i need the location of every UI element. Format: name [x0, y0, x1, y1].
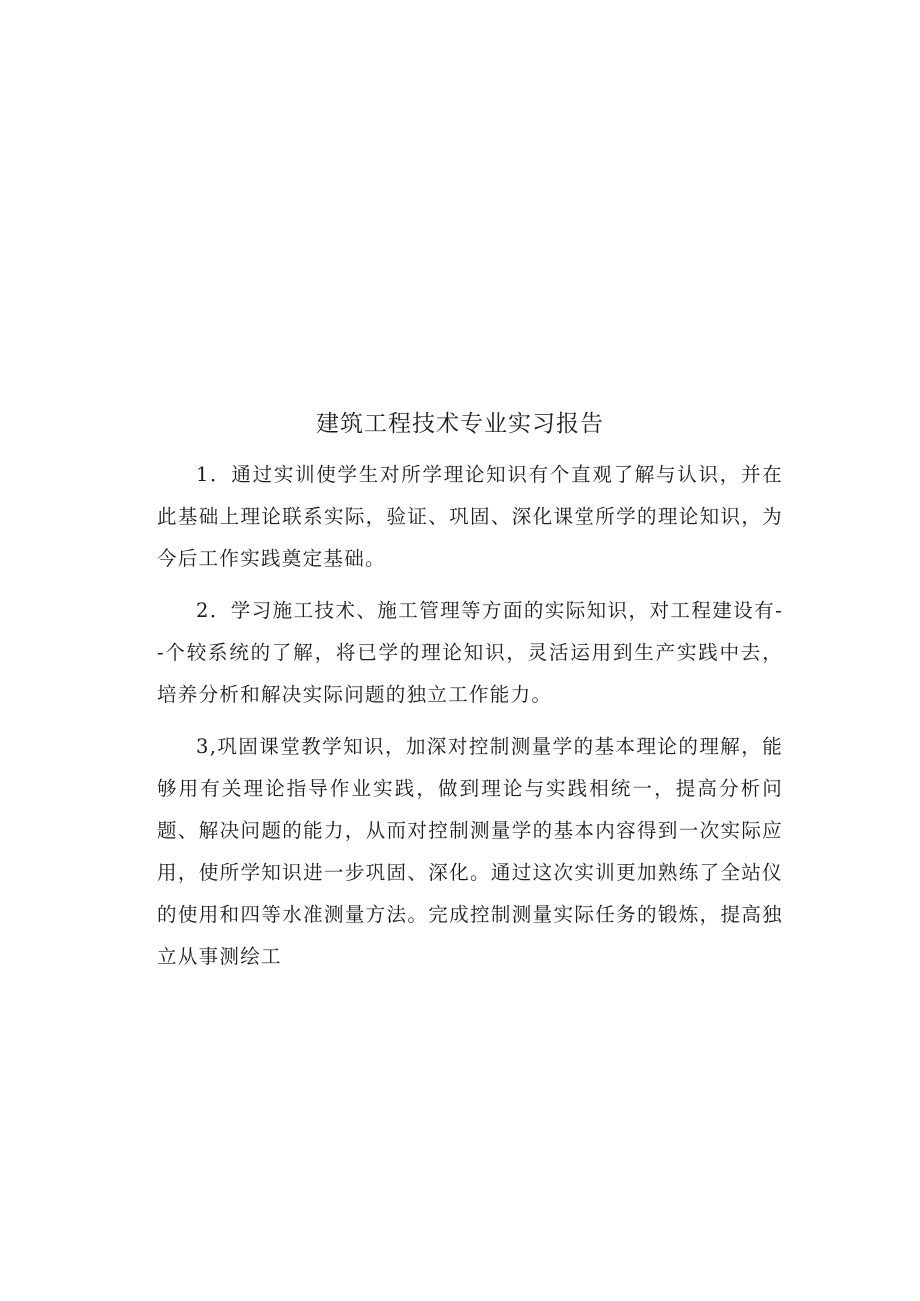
- paragraph-1: 1．通过实训使学生对所学理论知识有个直观了解与认识，并在此基础上理论联系实际，验证、巩固、深化课堂所学的理论知识，为今后工作实践奠定基础。: [157, 463, 783, 570]
- document-title: 建筑工程技术专业实习报告: [316, 411, 604, 437]
- document-body: [157, 454, 783, 988]
- paragraph-2: 2．学习施工技术、施工管理等方面的实际知识，对工程建设有--个较系统的了解，将已学的理论知识，灵活运用到生产实践中去，培养分析和解决实际问题的独立工作能力。: [157, 599, 783, 706]
- paragraph-3: 3,巩固课堂教学知识，加深对控制测量学的基本理论的理解，能够用有关理论指导作业实践，做到理论与实践相统一，提高分析问题、解决问题的能力，从而对控制测量学的基本内容得到一次实际应用，使所学知识进一步巩固、深化。通过这次实训更加熟练了全站仪的使用和四等水准测量方法。完成控制测量实际任务的锻炼，提高独立从事测绘工: [157, 735, 783, 968]
